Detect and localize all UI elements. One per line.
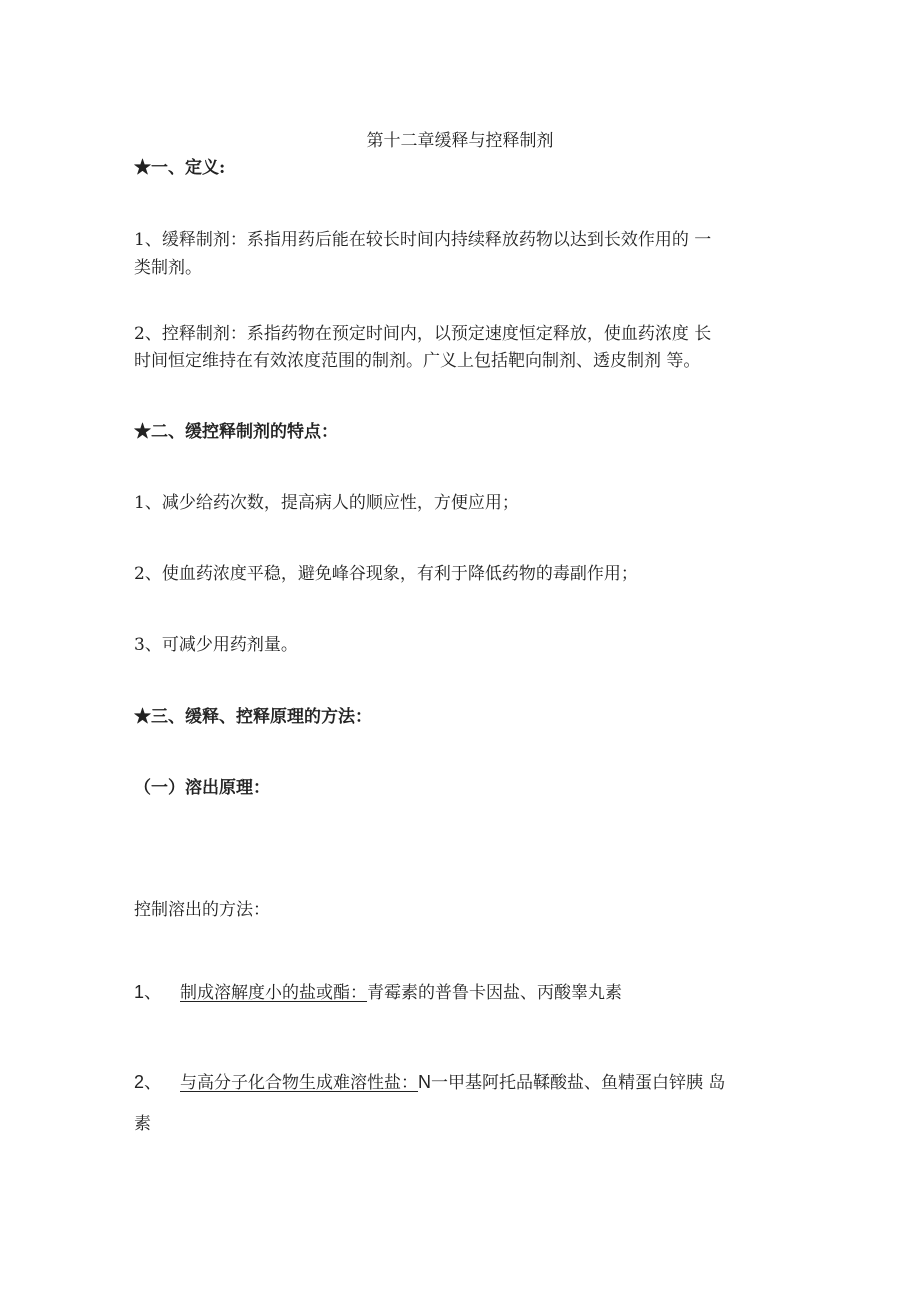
method-2-term: 与高分子化合物生成难溶性盐： — [180, 1073, 419, 1093]
feature-1: 1、减少给药次数，提高病人的顺应性，方便应用； — [134, 493, 519, 513]
method-1 — [134, 978, 622, 1007]
definition-1-line-2: 类制剂。 — [134, 258, 202, 278]
definition-heading: ★一、定义: — [134, 158, 226, 178]
page-title: 第十二章缓释与控释制剂 — [366, 131, 554, 151]
method-2-prefix: N — [418, 1072, 432, 1092]
method-1-number: 1、 — [134, 982, 163, 1002]
feature-2: 2、使血药浓度平稳，避免峰谷现象，有利于降低药物的毒副作用； — [134, 564, 638, 584]
methods-heading: ★三、缓释、控释原理的方法： — [134, 707, 372, 727]
features-heading: ★二、缓控释制剂的特点： — [134, 422, 338, 442]
definition-1-line-1: 1、缓释制剂：系指用药后能在较长时间内持续释放药物以达到长效作用的 一 — [134, 230, 712, 250]
method-2-number: 2、 — [134, 1072, 163, 1092]
control-intro: 控制溶出的方法： — [134, 900, 270, 920]
definition-2-line-1: 2、控释制剂：系指药物在预定时间内，以预定速度恒定释放，使血药浓度 长 — [134, 324, 712, 344]
method-1-term: 制成溶解度小的盐或酯： — [180, 983, 368, 1003]
definition-2-line-2: 时间恒定维持在有效浓度范围的制剂。广义上包括靶向制剂、透皮制剂 等。 — [134, 351, 701, 371]
feature-3: 3、可减少用药剂量。 — [134, 635, 298, 655]
method-2-line-2: 素 — [134, 1114, 151, 1134]
dissolution-heading: （一）溶出原理： — [134, 778, 270, 798]
method-2-line-1 — [134, 1068, 725, 1097]
method-1-examples: 青霉素的普鲁卡因盐、丙酸睾丸素 — [367, 983, 623, 1003]
method-2-examples: 一甲基阿托品鞣酸盐、鱼精蛋白锌胰 岛 — [431, 1073, 726, 1093]
